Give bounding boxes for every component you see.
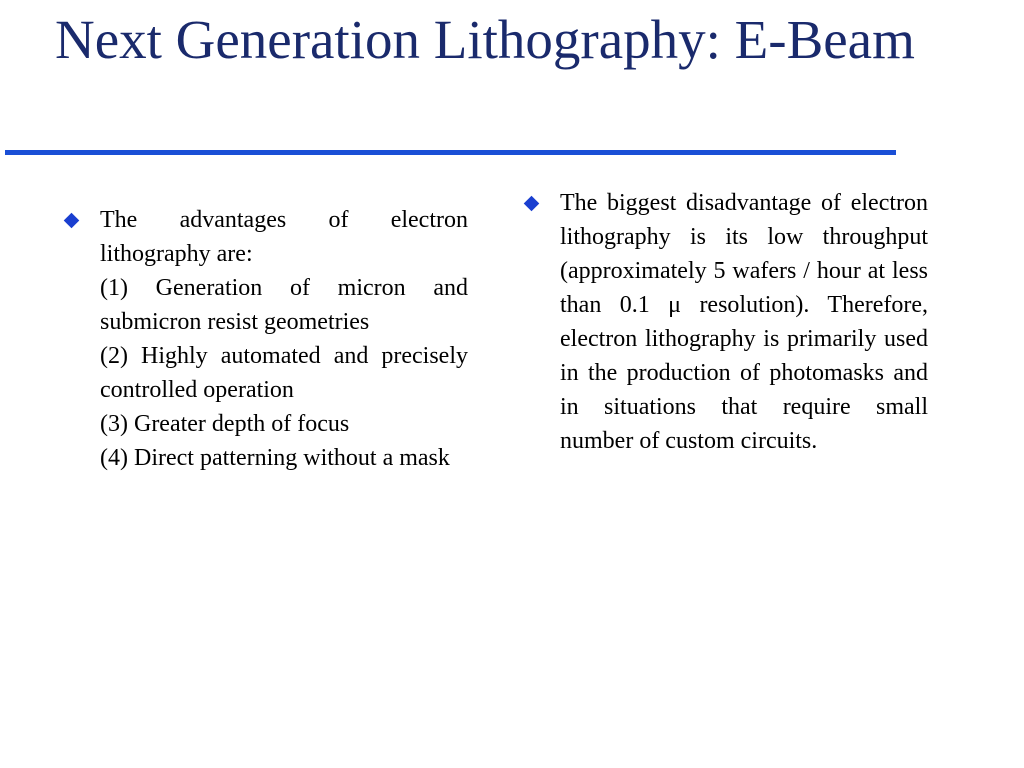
title-divider xyxy=(5,150,896,155)
diamond-bullet-icon xyxy=(524,196,540,212)
paragraph: The biggest disadvantage of electron lithography is its low throughput (approximately 5 wafers / hour at less than 0.1 μ resolution). Therefore, electron lithography is primarily used in the production of photomasks and in situations that require small number of custom circuits. xyxy=(560,190,928,454)
slide-title: Next Generation Lithography: E-Beam xyxy=(55,9,915,70)
paragraph: (3) Greater depth of focus xyxy=(100,411,350,437)
bullet-item-disadvantage xyxy=(524,186,928,458)
right-column xyxy=(524,186,928,458)
diamond-bullet-icon xyxy=(64,213,80,229)
bullet-item-advantages xyxy=(64,203,468,475)
paragraph: (4) Direct patterning without a mask xyxy=(100,445,450,471)
paragraph: (2) Highly automated and precisely controlled operation xyxy=(100,343,468,403)
left-column xyxy=(64,203,468,475)
paragraph: The advantages of electron lithography are: xyxy=(100,207,468,267)
paragraph: (1) Generation of micron and submicron resist geometries xyxy=(100,275,468,335)
